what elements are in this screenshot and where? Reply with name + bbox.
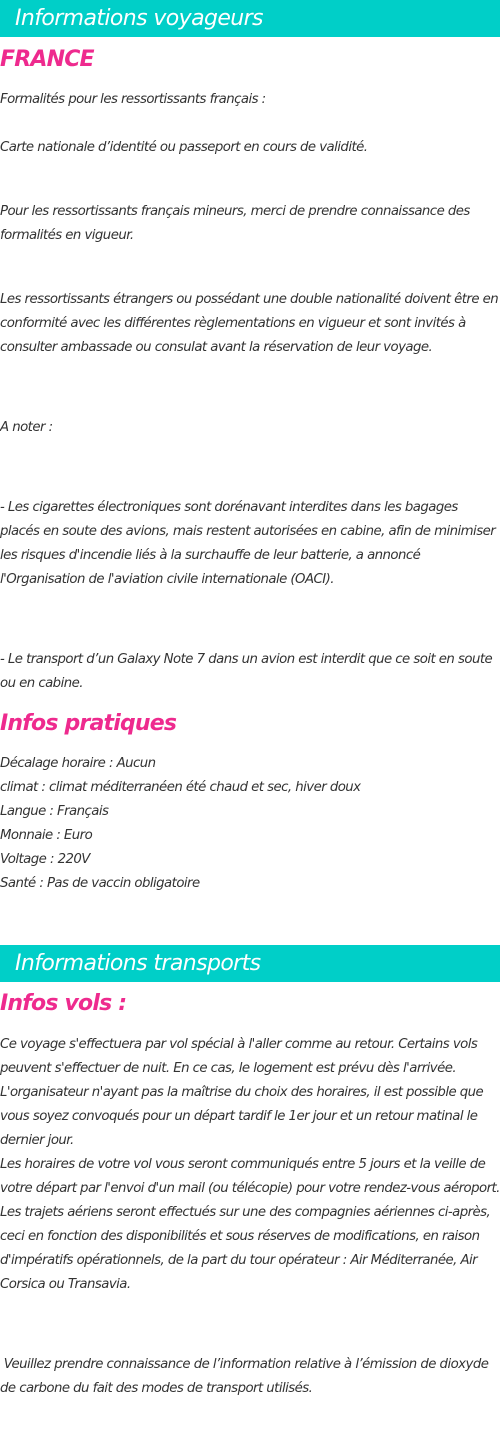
galaxy-note-text: - Le transport d’un Galaxy Note 7 dans un avion est interdit que ce soit en soute ou en cabine. (0, 652, 493, 691)
list-item-langue: Langue : Français (0, 804, 109, 819)
carte-identite-text: Carte nationale d’identité ou passeport en cours de validité. (0, 140, 368, 155)
list-item-sante: Santé : Pas de vaccin obligatoire (0, 876, 200, 891)
list-item-climat: climat : climat méditerranéen été chaud et sec, hiver doux (0, 780, 361, 795)
country-heading: FRANCE (0, 47, 94, 72)
mineurs-text: Pour les ressortissants français mineurs, merci de prendre connaissance des formalités en vigueur. (0, 204, 470, 243)
infos-vols-heading: Infos vols : (0, 991, 127, 1016)
etrangers-text: Les ressortissants étrangers ou possédant une double nationalité doivent être en conformité avec les différentes règlementations en vigueur et sont invités à consulter ambassade ou consulat avant la réservation de leur voyage. (0, 292, 499, 355)
infos-vols-text (0, 1033, 500, 1297)
formalites-intro: Formalités pour les ressortissants français : (0, 92, 266, 107)
list-item-monnaie: Monnaie : Euro (0, 828, 93, 843)
banner-informations-voyageurs: Informations voyageurs (0, 0, 500, 37)
banner-informations-transports: Informations transports (0, 945, 500, 982)
vols-paragraph-2: L'organisateur n'ayant pas la maîtrise du choix des horaires, il est possible que vous soyez convoqués pour un départ tardif le 1er jour et un retour matinal le dernier jour. (0, 1085, 484, 1148)
vols-paragraph-3: Les horaires de votre vol vous seront communiqués entre 5 jours et la veille de votre départ par l'envoi d'un mail (ou télécopie) pour votre rendez-vous aéroport. Les trajets aériens seront effectués sur une des compagnies aériennes ci-après, ceci en fonction des disponibilités et sous réserves de modifications, en raison d'impératifs opérationnels, de la part du tour opérateur : Air Méditerranée, Air Corsica ou Transavia. (0, 1157, 500, 1292)
a-noter-label: A noter : (0, 420, 53, 435)
co2-information-text: Veuillez prendre connaissance de l’information relative à l’émission de dioxyde de carbone du fait des modes de transport utilisés. (0, 1357, 493, 1396)
infos-pratiques-list (0, 752, 500, 896)
vols-paragraph-1: Ce voyage s'effectuera par vol spécial à l'aller comme au retour. Certains vols peuvent s'effectuer de nuit. En ce cas, le logement est prévu dès l'arrivée. (0, 1037, 478, 1076)
list-item-decalage: Décalage horaire : Aucun (0, 756, 156, 771)
cigarettes-text: - Les cigarettes électroniques sont dorénavant interdites dans les bagages placés en soute des avions, mais restent autorisées en cabine, afin de minimiser les risques d'incendie liés à la surchauffe de leur batterie, a annoncé l'Organisation de l'aviation civile internationale (OACI). (0, 500, 496, 587)
list-item-voltage: Voltage : 220V (0, 852, 90, 867)
infos-pratiques-heading: Infos pratiques (0, 711, 177, 736)
